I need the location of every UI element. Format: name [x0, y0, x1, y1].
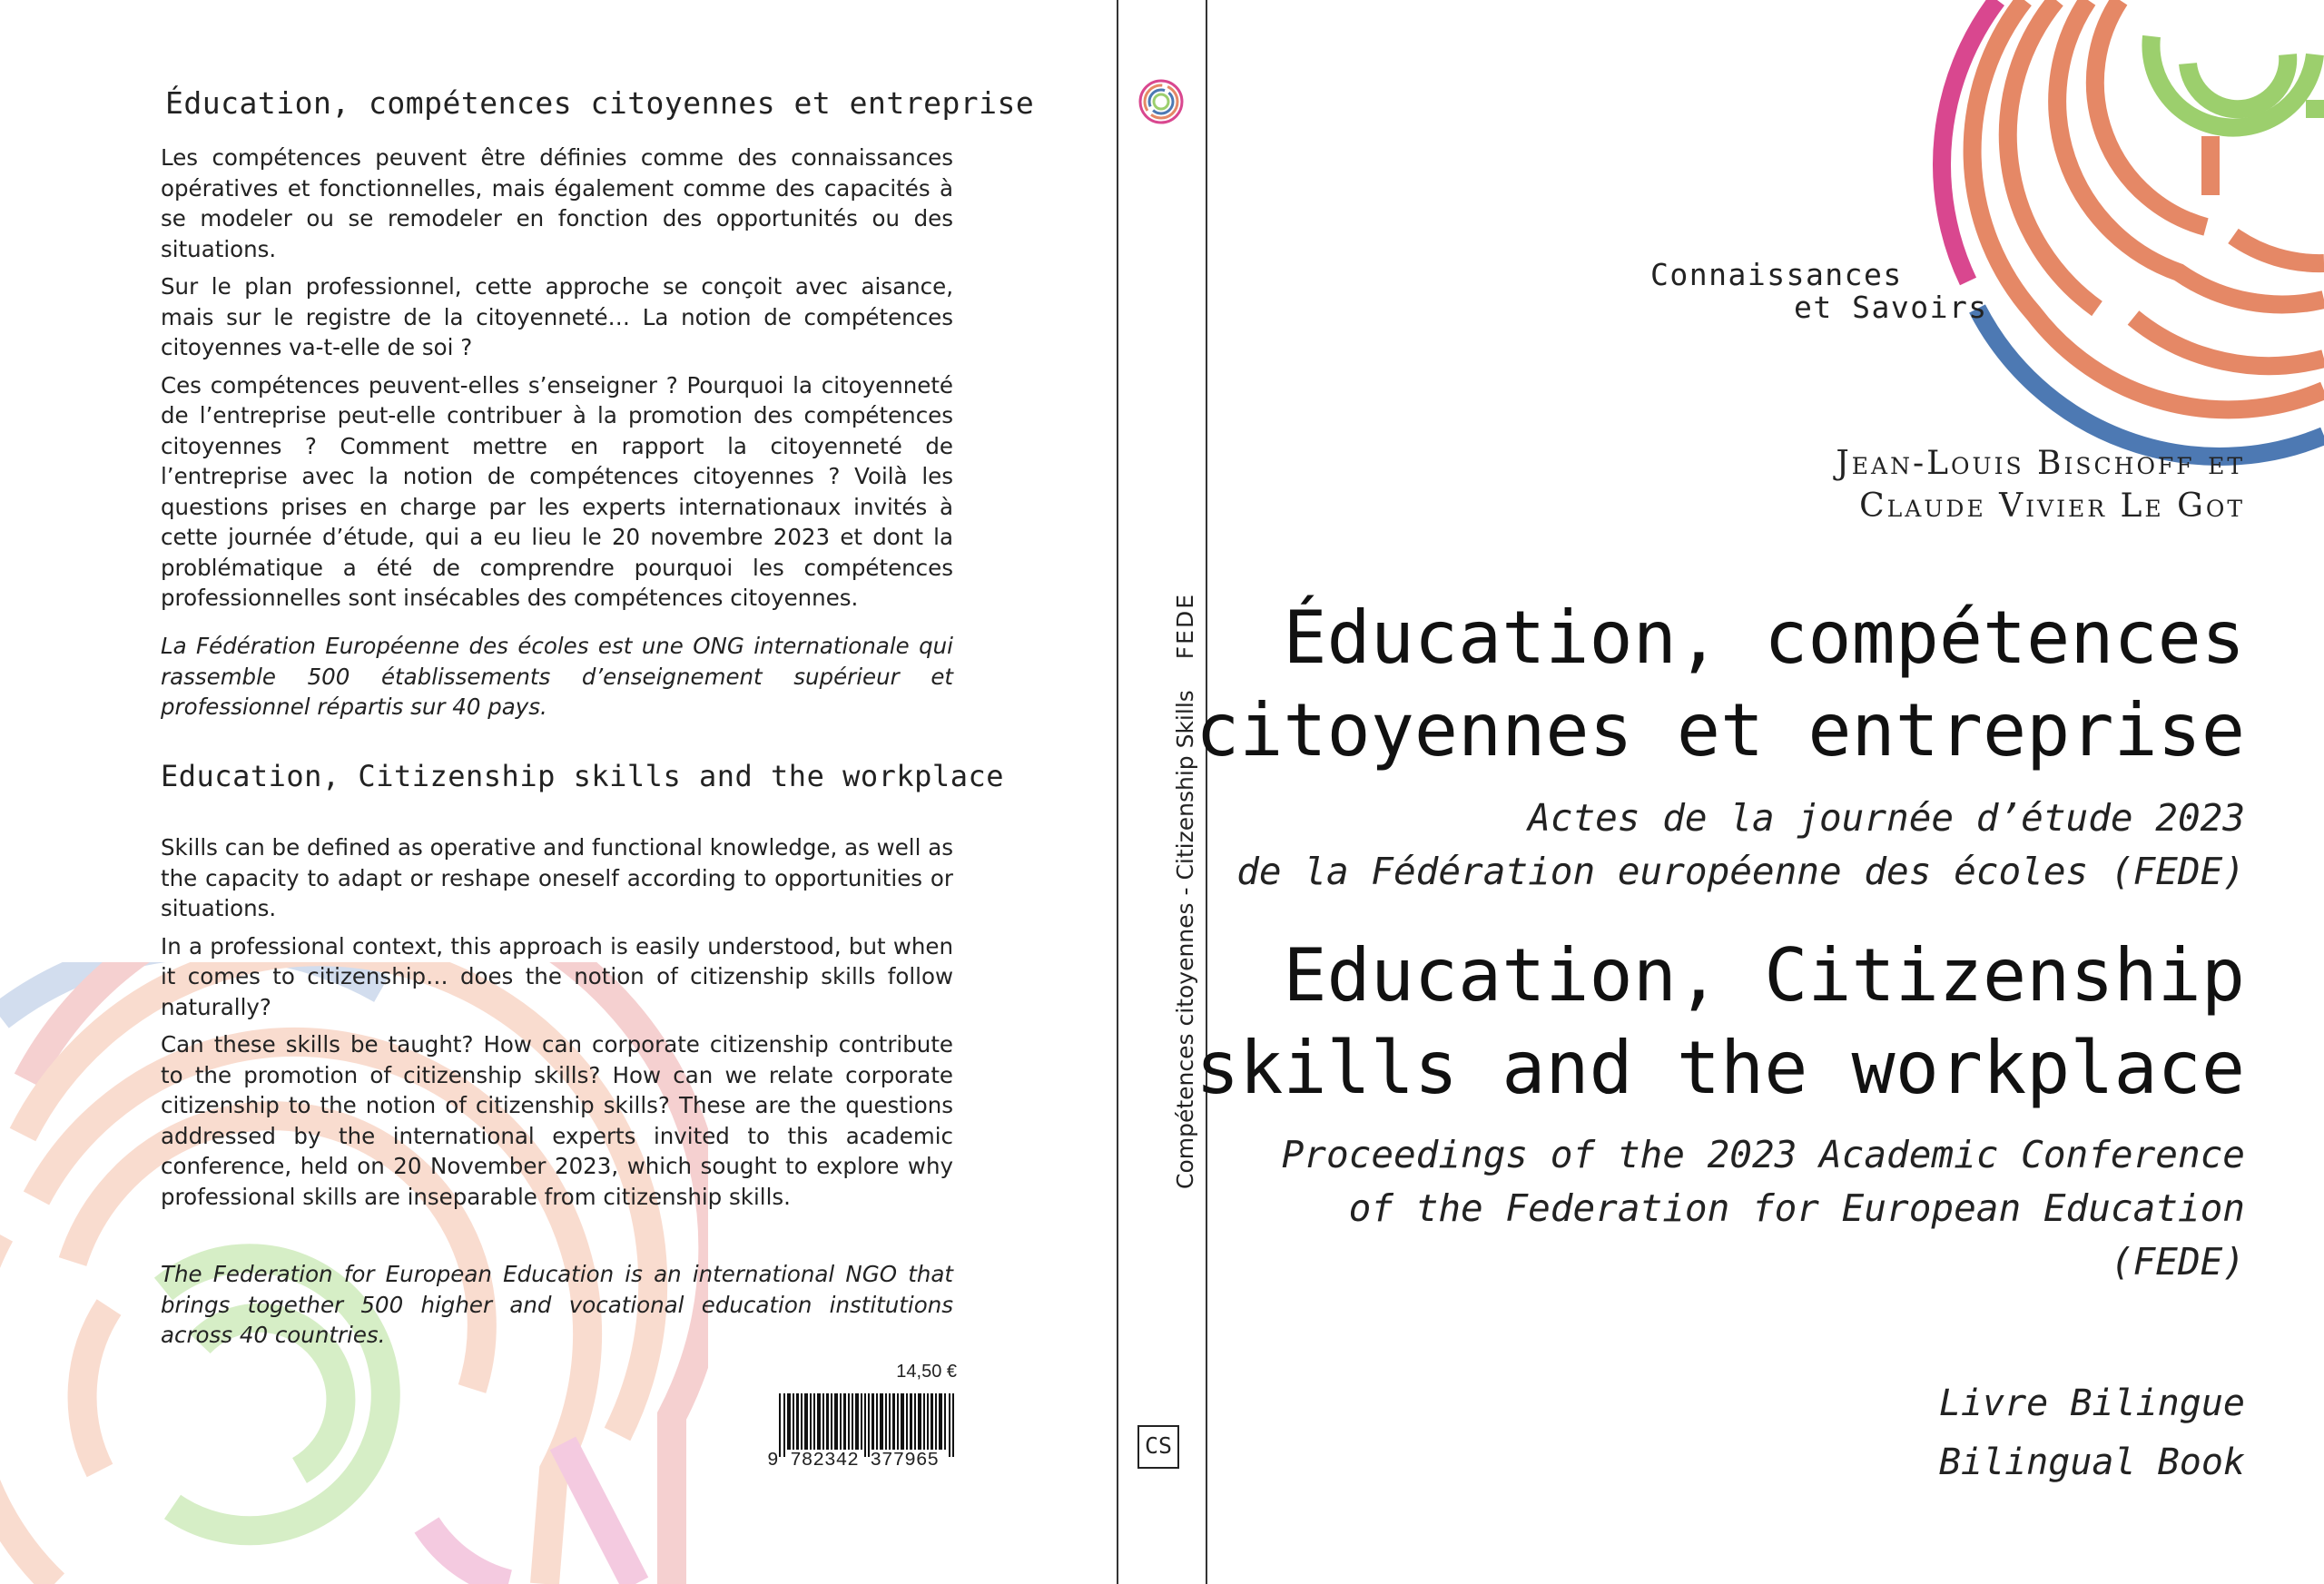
maze-logo-front	[1906, 0, 2324, 472]
back-fr-body	[161, 143, 953, 621]
back-en-body	[161, 832, 953, 1219]
spine-maze-icon	[1137, 78, 1185, 125]
subtitle-fr-line2: de la Fédération européenne des écoles (FEDE)	[1236, 850, 2245, 893]
title-en-line2: skills and the workplace	[1196, 1026, 2245, 1110]
price-label: 14,50 €	[896, 1362, 957, 1382]
title-fr-line2: citoyennes et entreprise	[1196, 688, 2245, 772]
back-fr-paragraph: Sur le plan professionnel, cette approche se conçoit avec aisance, mais sur le registre de la citoyenneté… La notion de compétences citoyennes va-t-elle de soi ?	[161, 273, 953, 360]
back-en-paragraph: Can these skills be taught? How can corporate citizenship contribute to the promotion of citizenship skills? How can we relate corporate citizenship to the notion of citizenship skills? These are the questions addressed by the international experts invited to this academic conference, held on 20 November 2023, which sought to explore why professional skills are inseparable from citizenship skills.	[161, 1031, 953, 1210]
back-en-paragraph: Skills can be defined as operative and functional knowledge, as well as the capacity to adapt or reshape oneself according to opportunities or situations.	[161, 834, 953, 921]
title-en-line1: Education, Citizenship	[1283, 933, 2245, 1018]
back-fr-paragraph: Les compétences peuvent être définies comme des connaissances opératives et fonctionnelles, mais également comme des capacités à se modeler ou se remodeler en fonction des opportunités ou des situations.	[161, 144, 953, 262]
spine-title: Compétences citoyennes - Citizenship Skills	[1172, 690, 1198, 1189]
spine-publisher: FEDE	[1172, 592, 1198, 660]
back-fr-heading: Éducation, compétences citoyennes et entreprise	[165, 85, 1035, 121]
subtitle-fr-line1: Actes de la journée d’étude 2023	[1528, 796, 2245, 840]
back-en-paragraph: In a professional context, this approach is easily understood, but when it comes to citizenship… does the notion of citizenship skills follow naturally?	[161, 932, 953, 1020]
spine-left-edge	[1117, 0, 1118, 1584]
back-fr-fede-note	[161, 631, 953, 730]
bilingual-en: Bilingual Book	[1938, 1441, 2245, 1483]
spine-cs-logo: CS	[1137, 1425, 1179, 1469]
collection-name-line2: et Savoirs	[1794, 290, 1988, 325]
author-line2: Claude Vivier Le Got	[1859, 487, 2245, 525]
barcode	[779, 1393, 957, 1457]
subtitle-en-line1: Proceedings of the 2023 Academic Conference	[1281, 1133, 2245, 1176]
back-fr-fede-text: La Fédération Européenne des écoles est une ONG internationale qui rassemble 500 établissements d’enseignement supérieur et professionnel répartis sur 40 pays.	[161, 633, 953, 720]
isbn-number: 9 782342 377965	[767, 1451, 940, 1471]
back-en-fede-note	[161, 1259, 953, 1358]
back-en-fede-text: The Federation for European Education is an international NGO that brings together 500 higher and vocational education institutions across 40 countries.	[161, 1261, 953, 1348]
back-fr-paragraph: Ces compétences peuvent-elles s’enseigner ? Pourquoi la citoyenneté de l’entreprise peut-elle contribuer à la promotion des compétences citoyennes ? Comment mettre en rapport la citoyenneté de l’entreprise avec la notion de compétences citoyennes ? Voilà les questions prises en charge par les experts internationaux invités à cette journée d’étude, qui a eu lieu le 20 novembre 2023 et dont la problématique a été de comprendre pourquoi les compétences professionnelles sont insécables des compétences citoyennes.	[161, 371, 953, 611]
title-fr-line1: Éducation, compétences	[1283, 595, 2245, 680]
author-line1: Jean-Louis Bischoff et	[1836, 445, 2245, 482]
subtitle-en-line3: (FEDE)	[2110, 1240, 2245, 1284]
bilingual-fr: Livre Bilingue	[1938, 1382, 2245, 1424]
back-en-heading: Education, Citizenship skills and the workplace	[161, 759, 1004, 793]
collection-name-line1: Connaissances	[1650, 257, 1903, 292]
subtitle-en-line2: of the Federation for European Education	[1348, 1186, 2245, 1230]
